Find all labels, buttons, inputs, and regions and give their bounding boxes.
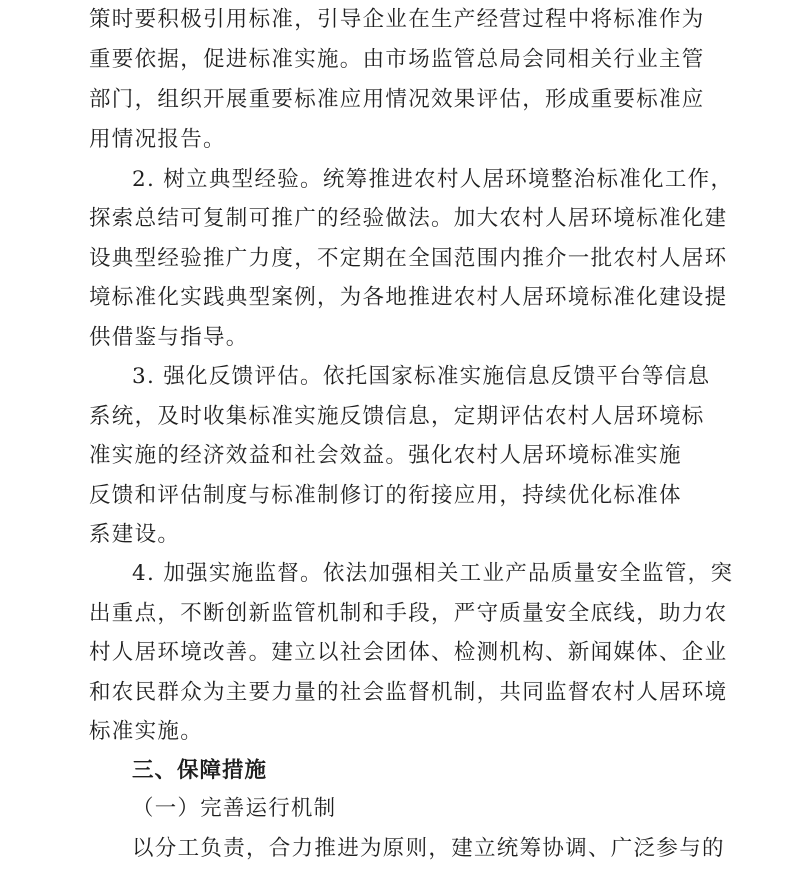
paragraph-3-line-2: 系统，及时收集标准实施反馈信息，定期评估农村人居环境标 — [89, 404, 705, 429]
paragraph-4-line-5: 标准实施。 — [89, 719, 204, 744]
paragraph-1-line-4: 用情况报告。 — [89, 127, 226, 152]
paragraph-4-line-1: 4. 加强实施监督。依法加强相关工业产品质量安全监管，突 — [132, 561, 734, 586]
section-heading: 三、保障措施 — [132, 758, 268, 783]
paragraph-1-line-1: 策时要积极引用标准，引导企业在生产经营过程中将标准作为 — [89, 7, 705, 32]
paragraph-4-line-4: 和农民群众为主要力量的社会监督机制，共同监督农村人居环境 — [89, 680, 728, 705]
paragraph-1-line-2: 重要依据，促进标准实施。由市场监管总局会同相关行业主管 — [89, 47, 705, 72]
paragraph-2-line-3: 设典型经验推广力度，不定期在全国范围内推介一批农村人居环 — [89, 246, 728, 271]
paragraph-3-line-5: 系建设。 — [89, 522, 181, 547]
paragraph-1-line-3: 部门，组织开展重要标准应用情况效果评估，形成重要标准应 — [89, 87, 705, 112]
paragraph-4-line-3: 村人居环境改善。建立以社会团体、检测机构、新闻媒体、企业 — [89, 640, 728, 665]
paragraph-2-line-4: 境标准化实践典型案例，为各地推进农村人居环境标准化建设提 — [89, 285, 728, 310]
paragraph-3-line-1: 3. 强化反馈评估。依托国家标准实施信息反馈平台等信息 — [132, 364, 711, 389]
paragraph-2-line-1: 2. 树立典型经验。统筹推进农村人居环境整治标准化工作， — [132, 167, 734, 192]
paragraph-2-line-2: 探索总结可复制可推广的经验做法。加大农村人居环境标准化建 — [89, 206, 728, 231]
paragraph-3-line-3: 准实施的经济效益和社会效益。强化农村人居环境标准实施 — [89, 443, 682, 468]
subsection-heading: （一）完善运行机制 — [132, 796, 337, 821]
paragraph-5-line-1: 以分工负责，合力推进为原则，建立统筹协调、广泛参与的 — [132, 836, 725, 861]
paragraph-2-line-5: 供借鉴与指导。 — [89, 325, 249, 350]
paragraph-3-line-4: 反馈和评估制度与标准制修订的衔接应用，持续优化标准体 — [89, 483, 682, 508]
paragraph-4-line-2: 出重点，不断创新监管机制和手段，严守质量安全底线，助力农 — [89, 601, 728, 626]
